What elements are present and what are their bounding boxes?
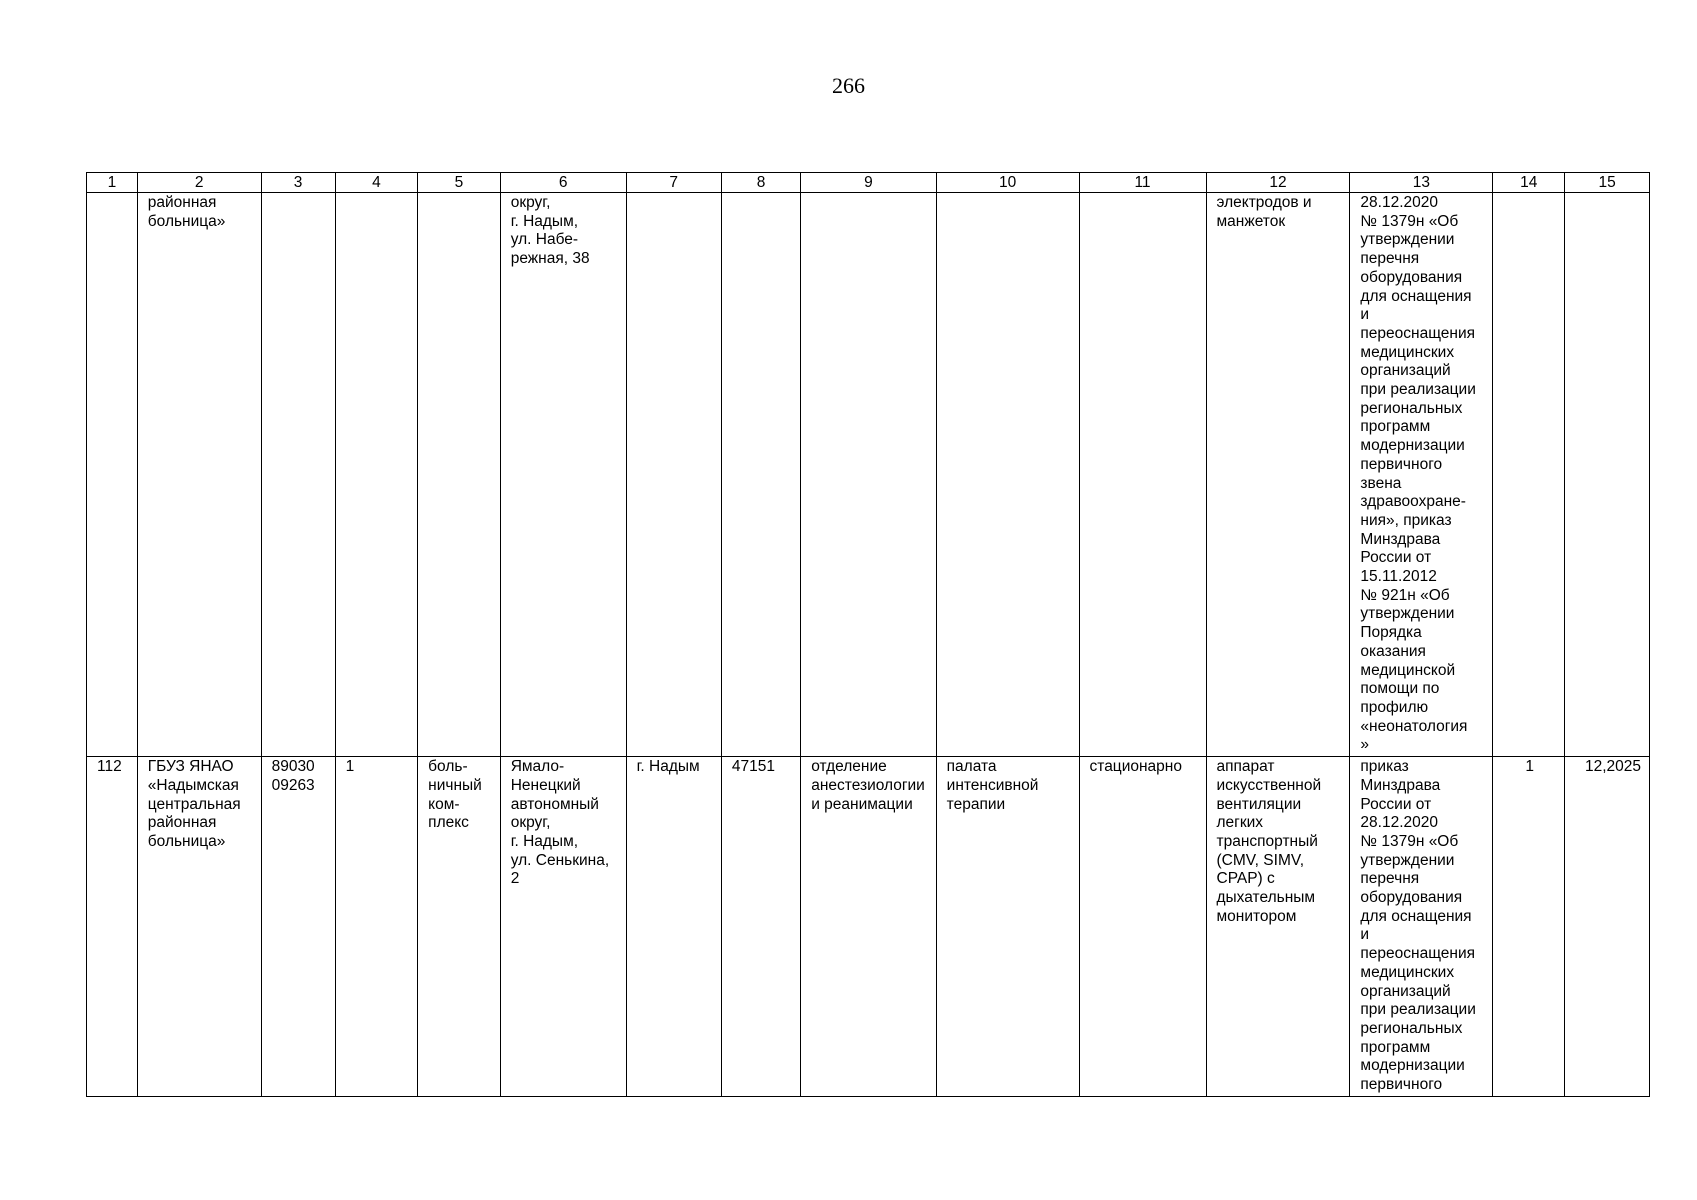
column-number: 10 xyxy=(936,173,1079,193)
column-number: 1 xyxy=(87,173,138,193)
address-cell: Ямало- Ненецкий автономный округ, г. Надым, ул. Сенькина, 2 xyxy=(500,757,626,1097)
table-cell xyxy=(1565,193,1650,757)
facility-type-cell: боль- ничный ком- плекс xyxy=(418,757,501,1097)
equipment-cell: аппарат искусственной вентиляции легких транспортный (CMV, SIMV, CPAP) с дыхательным монитором xyxy=(1206,757,1350,1097)
column-number: 12 xyxy=(1206,173,1350,193)
column-number: 13 xyxy=(1350,173,1493,193)
table-cell xyxy=(335,193,418,757)
column-number: 7 xyxy=(626,173,721,193)
table-cell xyxy=(936,193,1079,757)
regulation-cell: приказ Минздрава России от 28.12.2020 № 1379н «Об утверждении перечня оборудования для оснащения и переоснащения медицинских организаций при реализации региональных программ модернизации первичного xyxy=(1350,757,1493,1097)
city-cell: г. Надым xyxy=(626,757,721,1097)
column-number: 2 xyxy=(137,173,261,193)
table-cell: районная больница» xyxy=(137,193,261,757)
table-cell xyxy=(626,193,721,757)
table-cell: 28.12.2020 № 1379н «Об утверждении перечня оборудования для оснащения и переоснащения медицинских организаций при реализации региональных программ модернизации первичного звена здравоохране- ния», приказ Минздрава России от 15.11.2012 № 921н «Об утверждении Порядка оказания медицинской помощи по профилю «неонатология » xyxy=(1350,193,1493,757)
table-cell xyxy=(1493,193,1565,757)
column-number: 14 xyxy=(1493,173,1565,193)
table-cell xyxy=(418,193,501,757)
table-cell xyxy=(1079,193,1206,757)
inn-cell: 89030 09263 xyxy=(261,757,335,1097)
column-number: 11 xyxy=(1079,173,1206,193)
column-number: 9 xyxy=(801,173,936,193)
table-cell: 1 xyxy=(335,757,418,1097)
row-number-cell: 112 xyxy=(87,757,138,1097)
table-cell: округ, г. Надым, ул. Набе- режная, 38 xyxy=(500,193,626,757)
column-number: 6 xyxy=(500,173,626,193)
column-number: 3 xyxy=(261,173,335,193)
table-cell xyxy=(261,193,335,757)
table-cell: электродов и манжеток xyxy=(1206,193,1350,757)
table-cell xyxy=(801,193,936,757)
date-cell: 12,2025 xyxy=(1565,757,1650,1097)
equipment-table xyxy=(86,172,1650,1097)
table-row xyxy=(87,193,1650,757)
code-cell: 47151 xyxy=(721,757,800,1097)
department-cell: отделение анестезиологии и реанимации xyxy=(801,757,936,1097)
table-cell xyxy=(721,193,800,757)
column-number: 5 xyxy=(418,173,501,193)
organization-name-cell: ГБУЗ ЯНАО «Надымская центральная районная больница» xyxy=(137,757,261,1097)
column-number: 4 xyxy=(335,173,418,193)
column-number-row xyxy=(87,173,1650,193)
column-number: 15 xyxy=(1565,173,1650,193)
quantity-cell: 1 xyxy=(1493,757,1565,1097)
table-row xyxy=(87,757,1650,1097)
room-cell: палата интенсивной терапии xyxy=(936,757,1079,1097)
column-number: 8 xyxy=(721,173,800,193)
care-form-cell: стационарно xyxy=(1079,757,1206,1097)
page-number: 266 xyxy=(832,73,865,98)
table-cell xyxy=(87,193,138,757)
